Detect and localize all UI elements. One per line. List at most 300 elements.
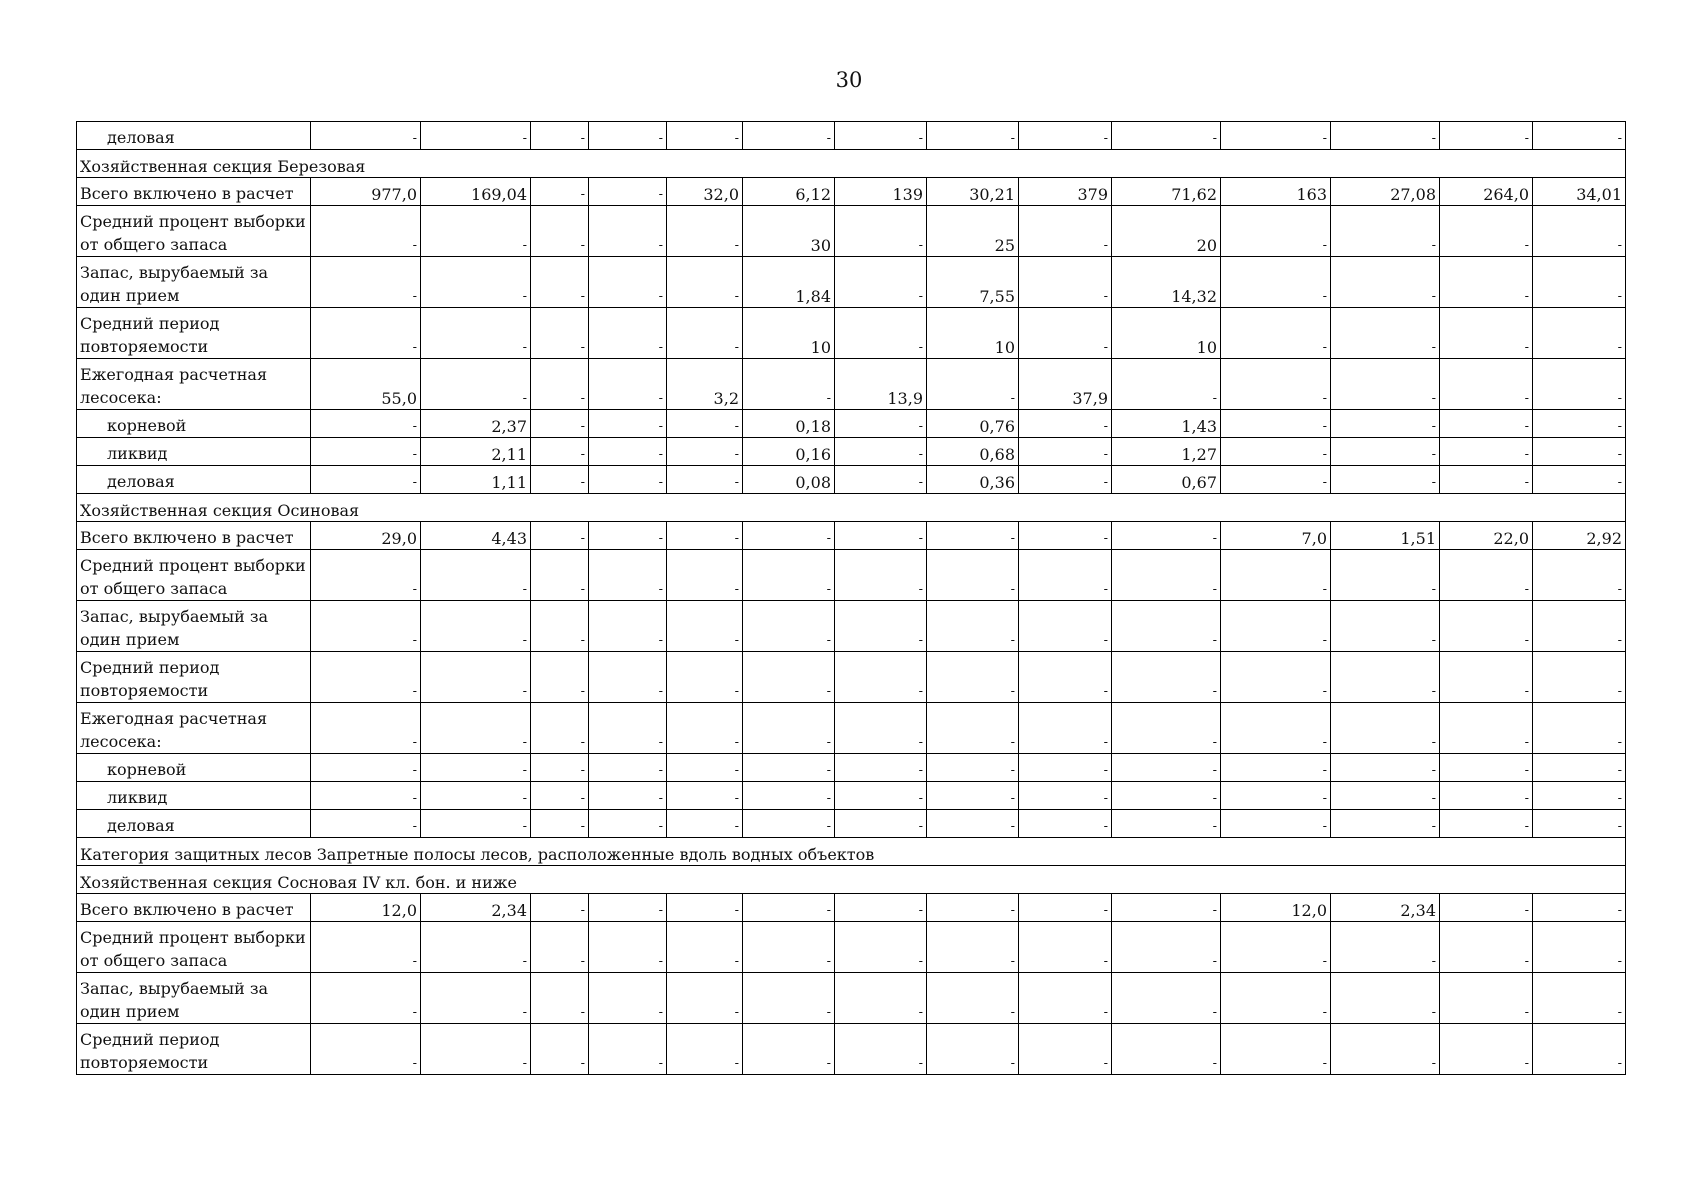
table-cell: 0,16 <box>743 438 835 466</box>
table-cell: - <box>1221 359 1331 410</box>
table-cell: - <box>1533 810 1626 838</box>
table-cell: - <box>743 550 835 601</box>
table-cell: 379 <box>1019 178 1112 206</box>
table-row <box>77 894 1626 922</box>
table-cell: - <box>1019 410 1112 438</box>
table-cell: - <box>311 206 421 257</box>
table-cell: - <box>835 894 927 922</box>
table-cell: - <box>1533 894 1626 922</box>
table-cell: - <box>421 308 531 359</box>
table-cell: - <box>531 178 589 206</box>
table-cell: - <box>531 122 589 150</box>
table-cell: - <box>1221 754 1331 782</box>
table-row <box>77 1024 1626 1075</box>
table-cell: - <box>589 894 667 922</box>
table-cell: - <box>743 1024 835 1075</box>
table-cell: - <box>1331 257 1440 308</box>
table-cell: - <box>531 206 589 257</box>
table-cell: 0,67 <box>1112 466 1221 494</box>
table-cell: - <box>835 652 927 703</box>
row-label: Запас, вырубаемый за один прием <box>77 601 311 652</box>
section-title: Хозяйственная секция Березовая <box>77 150 1626 178</box>
table-cell: - <box>589 973 667 1024</box>
table-cell: - <box>531 438 589 466</box>
table-cell: - <box>1331 550 1440 601</box>
table-cell: 12,0 <box>311 894 421 922</box>
table-cell: 30 <box>743 206 835 257</box>
table-cell: 3,2 <box>667 359 743 410</box>
table-cell: - <box>1533 550 1626 601</box>
table-cell: - <box>1019 782 1112 810</box>
table-cell: - <box>1440 359 1533 410</box>
table-cell: - <box>1112 359 1221 410</box>
table-cell: - <box>1331 601 1440 652</box>
table-cell: 27,08 <box>1331 178 1440 206</box>
table-cell: - <box>1112 601 1221 652</box>
table-cell: - <box>1331 810 1440 838</box>
table-cell: 1,84 <box>743 257 835 308</box>
table-cell: - <box>927 782 1019 810</box>
table-cell: 13,9 <box>835 359 927 410</box>
table-cell: - <box>1019 652 1112 703</box>
row-label: Всего включено в расчет <box>77 894 311 922</box>
table-cell: - <box>589 810 667 838</box>
table-cell: - <box>311 973 421 1024</box>
section-title: Хозяйственная секция Сосновая IV кл. бон. и ниже <box>77 866 1626 894</box>
table-cell: - <box>1331 438 1440 466</box>
table-cell: - <box>1221 601 1331 652</box>
table-cell: 71,62 <box>1112 178 1221 206</box>
table-cell: - <box>1112 703 1221 754</box>
table-cell: - <box>927 652 1019 703</box>
table-cell: - <box>927 973 1019 1024</box>
table-cell: - <box>1440 810 1533 838</box>
table-row <box>77 652 1626 703</box>
table-cell: - <box>927 810 1019 838</box>
table-cell: - <box>1221 1024 1331 1075</box>
table-cell: - <box>927 754 1019 782</box>
table-cell: - <box>1331 206 1440 257</box>
table-cell: - <box>743 522 835 550</box>
table-cell: - <box>1331 466 1440 494</box>
table-cell: 34,01 <box>1533 178 1626 206</box>
table-cell: - <box>1533 410 1626 438</box>
table-cell: - <box>531 257 589 308</box>
table-cell: - <box>743 122 835 150</box>
table-cell: 163 <box>1221 178 1331 206</box>
table-cell: - <box>1019 973 1112 1024</box>
table-cell: - <box>531 754 589 782</box>
table-cell: - <box>1533 782 1626 810</box>
table-cell: - <box>1112 782 1221 810</box>
table-cell: - <box>1112 122 1221 150</box>
table-cell: - <box>589 703 667 754</box>
table-cell: - <box>667 1024 743 1075</box>
table-cell: 0,68 <box>927 438 1019 466</box>
table-cell: - <box>667 257 743 308</box>
row-label: корневой <box>77 410 311 438</box>
table-row <box>77 550 1626 601</box>
table-cell: - <box>1440 257 1533 308</box>
table-cell: - <box>1221 308 1331 359</box>
table-cell: - <box>835 973 927 1024</box>
table-cell: - <box>1331 922 1440 973</box>
table-cell: - <box>835 308 927 359</box>
table-row <box>77 308 1626 359</box>
table-cell: - <box>667 894 743 922</box>
table-cell: - <box>1533 754 1626 782</box>
table-cell: - <box>1533 438 1626 466</box>
table-cell: - <box>311 438 421 466</box>
table-cell: - <box>1221 438 1331 466</box>
table-cell: 1,11 <box>421 466 531 494</box>
table-cell: - <box>743 782 835 810</box>
table-cell: - <box>1221 922 1331 973</box>
table-cell: - <box>1019 1024 1112 1075</box>
table-cell: - <box>311 703 421 754</box>
cutting-area-table <box>76 121 1626 1075</box>
table-cell: 169,04 <box>421 178 531 206</box>
section-title: Категория защитных лесов Запретные полосы лесов, расположенные вдоль водных объектов <box>77 838 1626 866</box>
table-cell: - <box>835 257 927 308</box>
table-cell: - <box>1331 308 1440 359</box>
table-cell: - <box>1440 754 1533 782</box>
table-cell: - <box>1221 257 1331 308</box>
table-cell: 10 <box>1112 308 1221 359</box>
table-cell: - <box>927 522 1019 550</box>
table-cell: - <box>667 810 743 838</box>
table-cell: - <box>421 257 531 308</box>
table-cell: 2,11 <box>421 438 531 466</box>
table-cell: 25 <box>927 206 1019 257</box>
table-cell: - <box>311 466 421 494</box>
row-label: Средний период повторяемости <box>77 652 311 703</box>
table-cell: - <box>743 810 835 838</box>
table-cell: - <box>589 359 667 410</box>
table-cell: - <box>589 522 667 550</box>
table-cell: - <box>1331 359 1440 410</box>
table-cell: - <box>1440 601 1533 652</box>
table-cell: - <box>421 754 531 782</box>
section-header-row <box>77 494 1626 522</box>
table-cell: 2,34 <box>421 894 531 922</box>
table-cell: - <box>531 522 589 550</box>
table-cell: - <box>1440 466 1533 494</box>
table-cell: - <box>311 922 421 973</box>
table-cell: - <box>1440 703 1533 754</box>
table-cell: 4,43 <box>421 522 531 550</box>
table-cell: - <box>1019 550 1112 601</box>
table-cell: 1,27 <box>1112 438 1221 466</box>
table-cell: - <box>835 601 927 652</box>
table-cell: - <box>589 438 667 466</box>
table-row <box>77 782 1626 810</box>
table-cell: - <box>311 601 421 652</box>
table-cell: - <box>667 466 743 494</box>
table-cell: - <box>1019 922 1112 973</box>
table-cell: - <box>531 359 589 410</box>
table-row <box>77 810 1626 838</box>
table-cell: - <box>927 922 1019 973</box>
table-cell: - <box>667 122 743 150</box>
table-cell: - <box>927 550 1019 601</box>
table-row <box>77 466 1626 494</box>
table-cell: - <box>421 122 531 150</box>
table-cell: - <box>531 550 589 601</box>
table-cell: - <box>1533 922 1626 973</box>
table-cell: - <box>589 410 667 438</box>
table-cell: - <box>311 754 421 782</box>
table-cell: - <box>1019 206 1112 257</box>
table-cell: - <box>421 550 531 601</box>
table-cell: 2,92 <box>1533 522 1626 550</box>
table-cell: - <box>1019 754 1112 782</box>
table-cell: 6,12 <box>743 178 835 206</box>
row-label: деловая <box>77 122 311 150</box>
table-cell: - <box>927 703 1019 754</box>
table-row <box>77 438 1626 466</box>
table-cell: - <box>1533 359 1626 410</box>
table-cell: - <box>531 810 589 838</box>
table-cell: 0,18 <box>743 410 835 438</box>
table-row <box>77 754 1626 782</box>
table-cell: 2,34 <box>1331 894 1440 922</box>
table-cell: - <box>1112 550 1221 601</box>
table-cell: 10 <box>743 308 835 359</box>
table-cell: - <box>421 703 531 754</box>
table-cell: - <box>667 438 743 466</box>
table-cell: - <box>1221 652 1331 703</box>
table-cell: - <box>1112 1024 1221 1075</box>
table-cell: 977,0 <box>311 178 421 206</box>
table-cell: - <box>1331 1024 1440 1075</box>
row-label: Ежегодная расчетная лесосека: <box>77 703 311 754</box>
table-cell: - <box>589 754 667 782</box>
row-label: корневой <box>77 754 311 782</box>
table-cell: 7,55 <box>927 257 1019 308</box>
table-cell: 0,76 <box>927 410 1019 438</box>
table-cell: 1,43 <box>1112 410 1221 438</box>
table-cell: - <box>421 359 531 410</box>
table-cell: - <box>1019 894 1112 922</box>
table-cell: - <box>667 782 743 810</box>
table-cell: - <box>743 652 835 703</box>
table-cell: - <box>421 973 531 1024</box>
table-cell: - <box>927 122 1019 150</box>
table-cell: - <box>1019 257 1112 308</box>
table-cell: - <box>1440 652 1533 703</box>
table-cell: 2,37 <box>421 410 531 438</box>
table-cell: - <box>589 1024 667 1075</box>
table-cell: - <box>1331 754 1440 782</box>
table-cell: - <box>589 206 667 257</box>
section-header-row <box>77 150 1626 178</box>
table-cell: - <box>667 652 743 703</box>
row-label: Запас, вырубаемый за один прием <box>77 257 311 308</box>
table-cell: - <box>531 601 589 652</box>
table-cell: 0,36 <box>927 466 1019 494</box>
table-cell: - <box>835 1024 927 1075</box>
table-cell: - <box>311 410 421 438</box>
table-cell: 29,0 <box>311 522 421 550</box>
section-header-row <box>77 866 1626 894</box>
row-label: Всего включено в расчет <box>77 522 311 550</box>
table-cell: 264,0 <box>1440 178 1533 206</box>
table-cell: - <box>835 782 927 810</box>
table-cell: - <box>1533 973 1626 1024</box>
table-row <box>77 601 1626 652</box>
table-cell: 55,0 <box>311 359 421 410</box>
table-cell: - <box>1331 973 1440 1024</box>
table-cell: - <box>589 922 667 973</box>
table-cell: - <box>667 308 743 359</box>
table-cell: - <box>531 652 589 703</box>
table-cell: - <box>531 703 589 754</box>
row-label: ликвид <box>77 782 311 810</box>
table-cell: 32,0 <box>667 178 743 206</box>
table-cell: - <box>1019 308 1112 359</box>
table-cell: - <box>311 782 421 810</box>
table-cell: - <box>1221 122 1331 150</box>
table-cell: - <box>743 973 835 1024</box>
table-cell: - <box>589 782 667 810</box>
table-cell: - <box>1112 652 1221 703</box>
table-cell: - <box>835 122 927 150</box>
table-cell: 0,08 <box>743 466 835 494</box>
table-cell: - <box>835 410 927 438</box>
table-cell: - <box>1221 782 1331 810</box>
table-cell: - <box>1221 550 1331 601</box>
row-label: Всего включено в расчет <box>77 178 311 206</box>
table-cell: - <box>667 973 743 1024</box>
table-cell: - <box>531 782 589 810</box>
table-cell: - <box>1533 652 1626 703</box>
table-cell: - <box>1112 810 1221 838</box>
table-row <box>77 206 1626 257</box>
table-cell: - <box>667 522 743 550</box>
table-cell: - <box>1533 308 1626 359</box>
table-cell: - <box>1112 894 1221 922</box>
table-cell: - <box>1533 601 1626 652</box>
table-row <box>77 703 1626 754</box>
table-cell: - <box>1221 703 1331 754</box>
table-cell: 1,51 <box>1331 522 1440 550</box>
table-cell: - <box>835 922 927 973</box>
table-cell: - <box>835 466 927 494</box>
table-row <box>77 359 1626 410</box>
table-cell: - <box>589 601 667 652</box>
table-cell: - <box>589 466 667 494</box>
table-cell: - <box>835 522 927 550</box>
table-cell: 37,9 <box>1019 359 1112 410</box>
table-cell: - <box>1221 973 1331 1024</box>
table-cell: - <box>743 894 835 922</box>
table-cell: - <box>311 652 421 703</box>
table-cell: - <box>835 754 927 782</box>
table-cell: - <box>1440 438 1533 466</box>
table-cell: - <box>835 703 927 754</box>
table-cell: 20 <box>1112 206 1221 257</box>
table-cell: - <box>667 601 743 652</box>
table-cell: - <box>1331 122 1440 150</box>
table-cell: - <box>1019 703 1112 754</box>
row-label: Средний процент выборки от общего запаса <box>77 922 311 973</box>
table-cell: - <box>531 410 589 438</box>
table-cell: - <box>589 550 667 601</box>
table-cell: - <box>1221 466 1331 494</box>
table-cell: - <box>1019 466 1112 494</box>
table-cell: - <box>667 410 743 438</box>
table-cell: - <box>421 652 531 703</box>
table-cell: - <box>835 206 927 257</box>
row-label: Запас, вырубаемый за один прием <box>77 973 311 1024</box>
table-cell: - <box>835 438 927 466</box>
table-cell: - <box>1331 652 1440 703</box>
table-cell: - <box>311 308 421 359</box>
table-cell: - <box>311 1024 421 1075</box>
table-cell: - <box>1440 973 1533 1024</box>
table-cell: - <box>311 122 421 150</box>
table-cell: - <box>1440 410 1533 438</box>
table-row <box>77 178 1626 206</box>
table-cell: - <box>1019 438 1112 466</box>
row-label: деловая <box>77 810 311 838</box>
table-cell: - <box>311 810 421 838</box>
table-cell: - <box>743 922 835 973</box>
table-cell: - <box>1533 206 1626 257</box>
table-cell: - <box>1019 522 1112 550</box>
table-cell: - <box>835 550 927 601</box>
table-cell: - <box>589 308 667 359</box>
table-cell: - <box>667 754 743 782</box>
table-cell: - <box>1440 550 1533 601</box>
table-cell: - <box>421 1024 531 1075</box>
table-cell: - <box>589 257 667 308</box>
table-cell: 139 <box>835 178 927 206</box>
table-cell: - <box>1533 122 1626 150</box>
table-cell: - <box>1019 601 1112 652</box>
table-cell: - <box>1112 754 1221 782</box>
table-cell: - <box>667 703 743 754</box>
table-cell: - <box>589 178 667 206</box>
table-cell: - <box>1440 206 1533 257</box>
table-cell: - <box>1533 257 1626 308</box>
table-cell: - <box>421 922 531 973</box>
table-cell: - <box>311 257 421 308</box>
table-cell: - <box>1019 810 1112 838</box>
table-cell: - <box>1221 410 1331 438</box>
table-cell: - <box>1440 308 1533 359</box>
table-cell: - <box>1112 522 1221 550</box>
table-cell: - <box>531 308 589 359</box>
table-cell: - <box>1533 466 1626 494</box>
table-cell: - <box>1331 410 1440 438</box>
section-title: Хозяйственная секция Осиновая <box>77 494 1626 522</box>
table-row <box>77 257 1626 308</box>
table-cell: 10 <box>927 308 1019 359</box>
table-cell: 14,32 <box>1112 257 1221 308</box>
table-cell: - <box>589 652 667 703</box>
table-cell: - <box>421 601 531 652</box>
table-cell: - <box>1112 922 1221 973</box>
table-cell: - <box>927 894 1019 922</box>
row-label: деловая <box>77 466 311 494</box>
row-label: Средний период повторяемости <box>77 1024 311 1075</box>
table-cell: - <box>1533 703 1626 754</box>
table-cell: - <box>927 601 1019 652</box>
table-cell: - <box>421 206 531 257</box>
table-cell: - <box>667 922 743 973</box>
